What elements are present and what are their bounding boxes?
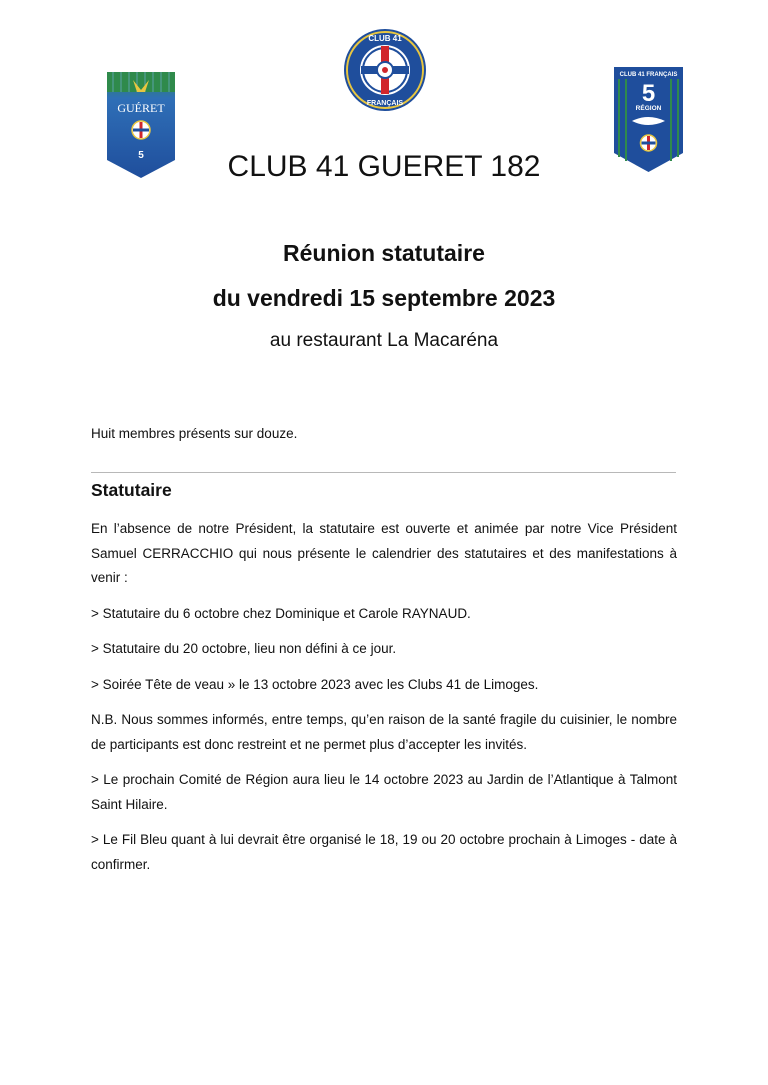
paragraph: > Statutaire du 6 octobre chez Dominique et Carole RAYNAUD. [91, 605, 471, 621]
section-title: Statutaire [91, 480, 172, 500]
section-divider [91, 472, 676, 473]
logo-left-badge: 5 [138, 150, 144, 161]
club-title: CLUB 41 GUERET 182 [227, 150, 541, 183]
paragraph: N.B. Nous sommes informés, entre temps, qu’en raison de la santé fragile du cuisinier, le nombre de participants est donc restreint et ne permet plus d’accepter les invités. [91, 712, 677, 752]
club41-francais-logo [343, 28, 427, 112]
logo-center-bottom-text: FRANÇAIS [366, 100, 404, 107]
logo-center-top-text: CLUB 41 [368, 34, 402, 43]
attendance-text: Huit membres présents sur douze. [91, 426, 298, 441]
logo-right-line1: CLUB 41 FRANÇAIS [619, 72, 678, 78]
meeting-title-line1: Réunion statutaire [283, 240, 485, 266]
paragraph: > Statutaire du 20 octobre, lieu non défini à ce jour. [91, 641, 397, 656]
section-body [91, 517, 677, 888]
venue: au restaurant La Macaréna [269, 330, 499, 351]
logo-right-line2: RÉGION [635, 105, 662, 112]
meeting-title-line2: du vendredi 15 septembre 2023 [212, 285, 556, 311]
logo-right-badge: 5 [641, 80, 656, 107]
logo-left-text: GUÉRET [117, 101, 165, 115]
paragraph: > Le prochain Comité de Région aura lieu le 14 octobre 2023 au Jardin de l’Atlantique à Talmont Saint Hilaire. [91, 772, 677, 812]
paragraph: > Soirée Tête de veau » le 13 octobre 2023 avec les Clubs 41 de Limoges. [91, 676, 539, 692]
paragraph: En l’absence de notre Président, la statutaire est ouverte et animée par notre Vice Président Samuel CERRACCHIO qui nous présente le calendrier des statutaires et des manifestations à venir : [91, 521, 677, 585]
paragraph: > Le Fil Bleu quant à lui devrait être organisé le 18, 19 ou 20 octobre prochain à Limoges - date à confirmer. [91, 832, 677, 872]
